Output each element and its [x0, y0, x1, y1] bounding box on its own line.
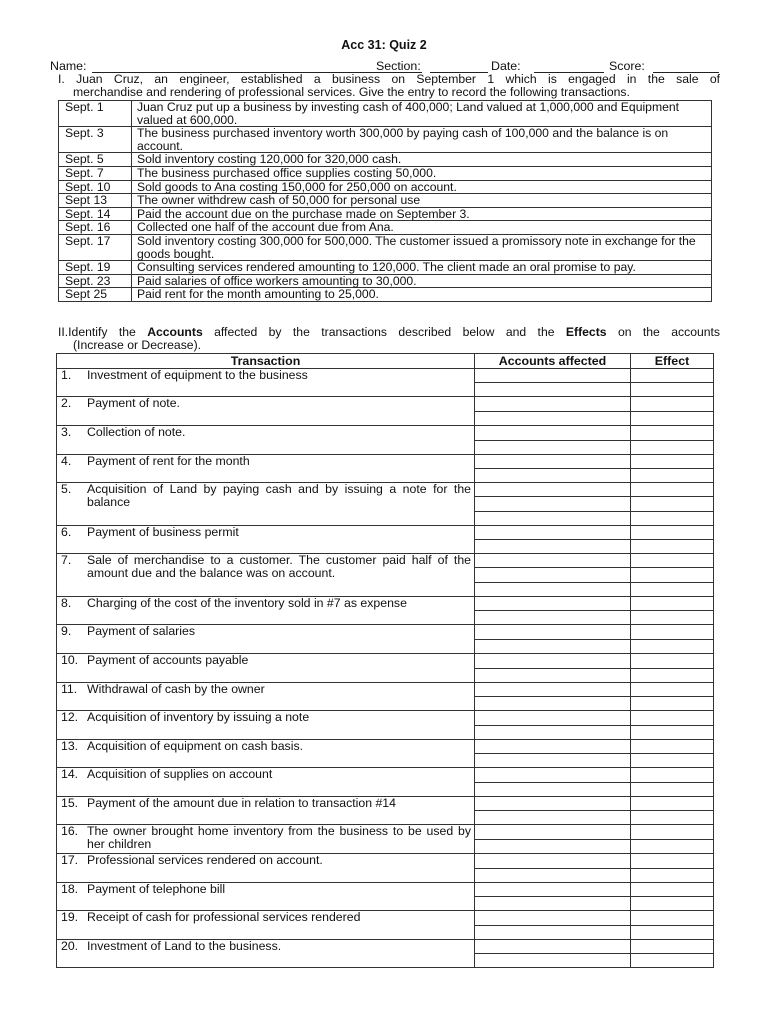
item-text: Investment of equipment to the business	[87, 368, 308, 382]
item-number: 6.	[61, 525, 72, 539]
transaction-date: Sept. 10	[59, 180, 132, 194]
answer-line[interactable]	[474, 810, 713, 811]
date-label: Date:	[491, 59, 521, 73]
transaction-description: Collected one half of the account due from Ana.	[132, 221, 712, 235]
item-text: Charging of the cost of the inventory sold in #7 as expense	[87, 596, 407, 610]
item-number: 2.	[61, 396, 72, 410]
item-text: Payment of business permit	[87, 525, 239, 539]
transaction-item	[61, 625, 471, 638]
transaction-item	[61, 369, 471, 382]
transaction-row	[59, 127, 712, 153]
transaction-description: Sold goods to Ana costing 150,000 for 250,000 on account.	[132, 180, 712, 194]
part2-accounts-bold: Accounts	[147, 325, 203, 339]
transaction-description: The business purchased office supplies costing 50,000.	[132, 166, 712, 180]
transaction-date: Sept. 17	[59, 234, 132, 260]
answer-line[interactable]	[474, 839, 713, 840]
answer-line[interactable]	[474, 411, 713, 412]
transaction-row	[59, 261, 712, 275]
column-divider	[474, 354, 475, 967]
item-number: 5.	[61, 482, 72, 496]
section-label: Section:	[376, 59, 421, 73]
accounts-effects-table	[56, 353, 714, 968]
part2-text-e: on the accounts	[606, 325, 721, 339]
transaction-item	[61, 797, 471, 810]
item-number: 7.	[61, 553, 72, 567]
score-label: Score:	[609, 59, 645, 73]
answer-line[interactable]	[474, 896, 713, 897]
transaction-item	[61, 740, 471, 753]
item-text: Receipt of cash for professional services rendered	[87, 910, 361, 924]
part2-effects-bold: Effects	[565, 325, 607, 339]
transaction-item	[61, 554, 471, 581]
column-header-transaction: Transaction	[230, 354, 301, 368]
answer-line[interactable]	[474, 567, 713, 568]
column-divider	[630, 354, 631, 967]
item-number: 18.	[61, 882, 79, 896]
transaction-date: Sept. 5	[59, 153, 132, 167]
item-number: 8.	[61, 596, 72, 610]
part2-instructions-line2: (Increase or Decrease).	[73, 338, 202, 353]
answer-line[interactable]	[474, 610, 713, 611]
item-number: 19.	[61, 910, 79, 924]
transaction-item	[61, 597, 471, 610]
transaction-item	[61, 911, 471, 924]
transaction-date: Sept. 19	[59, 261, 132, 275]
answer-line[interactable]	[474, 925, 713, 926]
transaction-item	[61, 455, 471, 468]
answer-line[interactable]	[474, 953, 713, 954]
item-number: 12.	[61, 710, 79, 724]
transaction-date: Sept. 16	[59, 221, 132, 235]
transaction-description: Paid the account due on the purchase made on September 3.	[132, 207, 712, 221]
part1-instructions-line1: I. Juan Cruz, an engineer, established a business on September 1 which is engaged in the sale of	[58, 72, 720, 86]
transaction-date: Sept. 23	[59, 274, 132, 288]
transaction-row	[59, 207, 712, 221]
part1-instructions-line2: merchandise and rendering of professional services. Give the entry to record the following transactions.	[73, 85, 630, 100]
transaction-date: Sept. 7	[59, 166, 132, 180]
transaction-row	[59, 288, 712, 302]
item-text: Payment of the amount due in relation to transaction #14	[87, 796, 396, 810]
column-header-effect: Effect	[654, 354, 690, 368]
item-number: 9.	[61, 624, 72, 638]
answer-line[interactable]	[474, 582, 713, 583]
part2-text-a: II.Identify the	[58, 325, 148, 339]
transaction-description: Consulting services rendered amounting to 120,000. The client made an oral promise to pay.	[132, 261, 712, 275]
transaction-row	[59, 194, 712, 208]
item-text: Payment of rent for the month	[87, 454, 250, 468]
transaction-date: Sept. 14	[59, 207, 132, 221]
answer-line[interactable]	[474, 696, 713, 697]
transaction-item	[61, 883, 471, 896]
transaction-item	[61, 768, 471, 781]
item-number: 4.	[61, 454, 72, 468]
transaction-row	[59, 153, 712, 167]
item-text: The owner brought home inventory from the business to be used by her children	[87, 824, 471, 852]
transaction-item	[61, 654, 471, 667]
transaction-description: Paid salaries of office workers amounting to 30,000.	[132, 274, 712, 288]
transaction-description: Sold inventory costing 300,000 for 500,000. The customer issued a promissory note in exchange for the goods bought.	[132, 234, 712, 260]
quiz-title: Acc 31: Quiz 2	[341, 38, 427, 52]
item-text: Withdrawal of cash by the owner	[87, 682, 265, 696]
item-number: 20.	[61, 939, 79, 953]
transactions-table	[58, 100, 712, 302]
transaction-row	[59, 166, 712, 180]
transaction-item	[61, 683, 471, 696]
answer-line[interactable]	[474, 382, 713, 383]
transaction-item	[61, 940, 471, 953]
transaction-description: Juan Cruz put up a business by investing cash of 400,000; Land valued at 1,000,000 and Equipment valued at 600,000.	[132, 101, 712, 127]
transaction-item	[61, 711, 471, 724]
transaction-description: Paid rent for the month amounting to 25,000.	[132, 288, 712, 302]
item-number: 3.	[61, 425, 72, 439]
answer-line[interactable]	[474, 753, 713, 754]
transaction-item	[61, 397, 471, 410]
item-number: 15.	[61, 796, 79, 810]
item-number: 14.	[61, 767, 79, 781]
item-text: Professional services rendered on account.	[87, 853, 323, 867]
transaction-date: Sept 13	[59, 194, 132, 208]
item-text: Payment of telephone bill	[87, 882, 226, 896]
answer-line[interactable]	[474, 496, 713, 497]
answer-line[interactable]	[474, 725, 713, 726]
transaction-date: Sept. 3	[59, 127, 132, 153]
item-text: Sale of merchandise to a customer. The customer paid half of the amount due and the balance was on account.	[87, 553, 471, 581]
transaction-date: Sept 25	[59, 288, 132, 302]
item-number: 11.	[61, 682, 78, 696]
answer-line[interactable]	[474, 468, 713, 469]
transaction-row	[59, 101, 712, 127]
item-text: Collection of note.	[87, 425, 186, 439]
answer-line[interactable]	[474, 868, 713, 869]
transaction-item	[61, 825, 471, 852]
item-number: 10.	[61, 653, 79, 667]
transaction-row	[59, 180, 712, 194]
transaction-description: Sold inventory costing 120,000 for 320,000 cash.	[132, 153, 712, 167]
answer-line[interactable]	[474, 668, 713, 669]
transaction-item	[61, 426, 471, 439]
item-number: 16.	[61, 824, 79, 838]
name-label: Name:	[50, 59, 87, 73]
transaction-description: The owner withdrew cash of 50,000 for personal use	[132, 194, 712, 208]
answer-line[interactable]	[474, 539, 713, 540]
part2-instructions-line1	[58, 326, 720, 339]
transaction-item	[61, 526, 471, 539]
transaction-row	[59, 234, 712, 260]
transaction-item	[61, 854, 471, 867]
item-number: 13.	[61, 739, 79, 753]
answer-line[interactable]	[474, 511, 713, 512]
item-number: 1.	[61, 368, 72, 382]
transaction-row	[59, 274, 712, 288]
transaction-item	[61, 483, 471, 510]
item-text: Payment of note.	[87, 396, 180, 410]
item-text: Acquisition of inventory by issuing a note	[87, 710, 310, 724]
item-number: 17.	[61, 853, 79, 867]
transaction-description: The business purchased inventory worth 300,000 by paying cash of 100,000 and the balance is on account.	[132, 127, 712, 153]
part1-instructions	[58, 73, 720, 100]
answer-line[interactable]	[474, 639, 713, 640]
part2-text-c: affected by the transactions described below and the	[202, 325, 566, 339]
item-text: Payment of accounts payable	[87, 653, 249, 667]
item-text: Acquisition of supplies on account	[87, 767, 273, 781]
item-text: Payment of salaries	[87, 624, 195, 638]
answer-line[interactable]	[474, 440, 713, 441]
item-text: Acquisition of Land by paying cash and by issuing a note for the balance	[87, 482, 471, 510]
column-header-accounts: Accounts affected	[498, 354, 607, 368]
part2-instructions	[58, 326, 720, 353]
item-text: Acquisition of equipment on cash basis.	[87, 739, 304, 753]
answer-line[interactable]	[474, 782, 713, 783]
transaction-row	[59, 221, 712, 235]
item-text: Investment of Land to the business.	[87, 939, 282, 953]
transaction-date: Sept. 1	[59, 101, 132, 127]
